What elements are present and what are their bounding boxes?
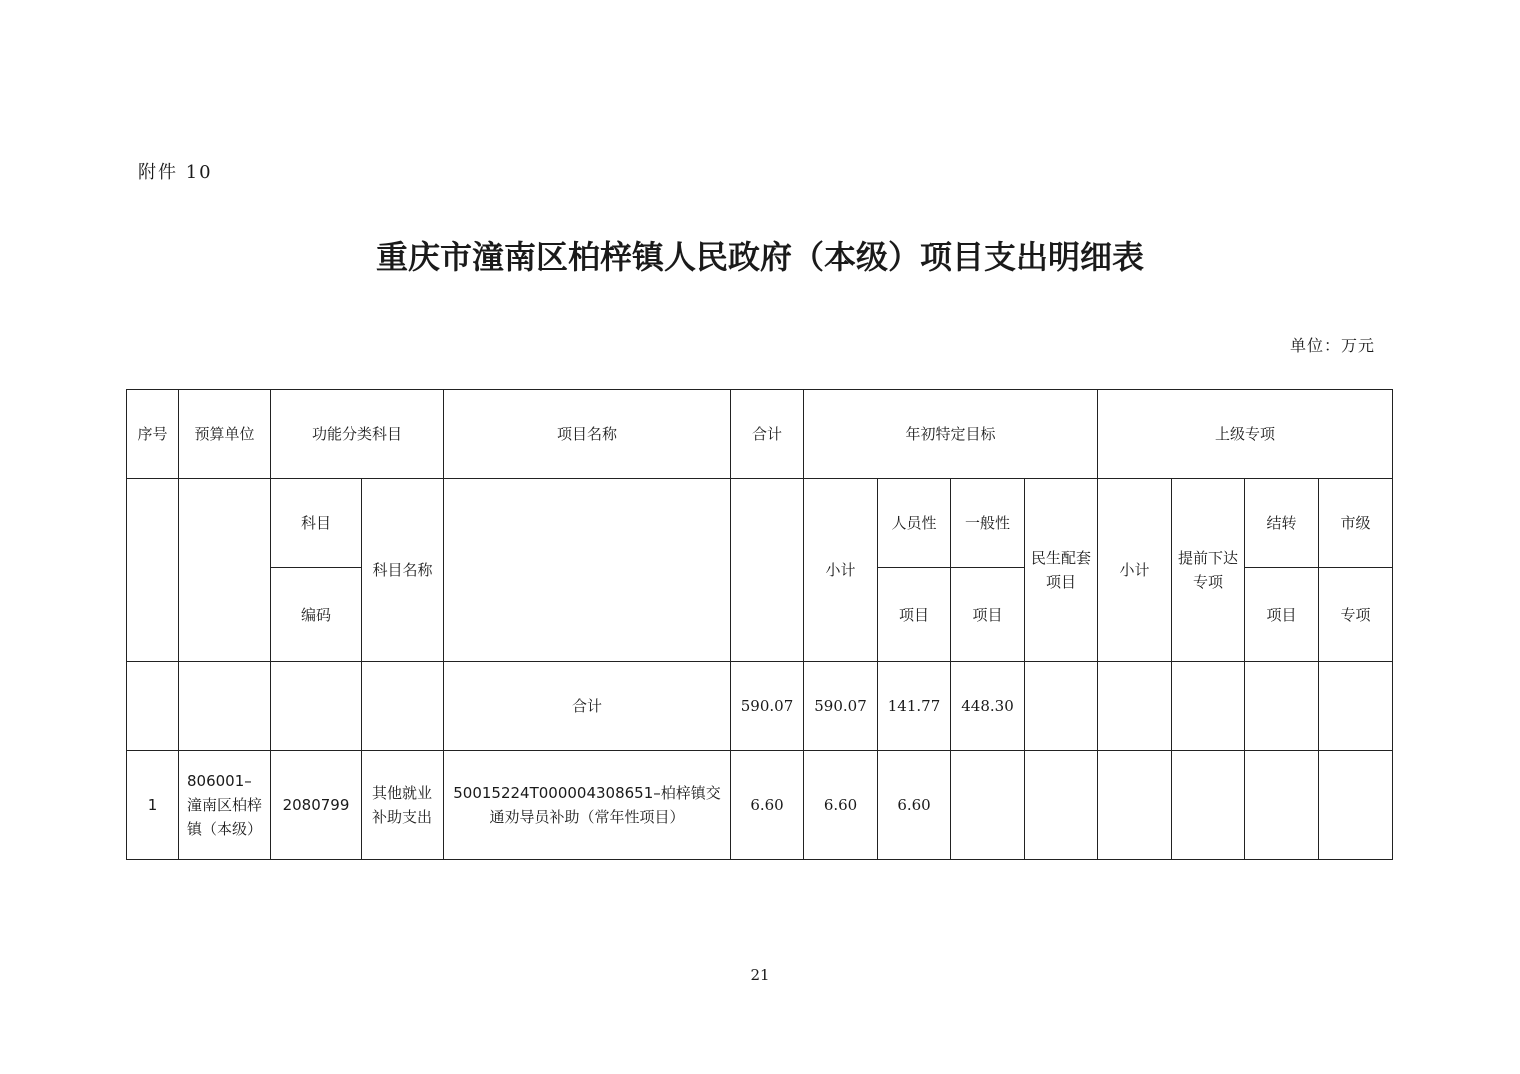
total-subtotal: 590.07 [804,662,878,751]
header-project-name: 项目名称 [444,390,731,479]
row-code: 2080799 [271,751,362,860]
header-empty-seq [127,479,179,662]
header-general: 一般性 [951,479,1025,568]
row-subject-name: 其他就业补助支出 [362,751,444,860]
header-advance: 提前下达专项 [1172,479,1245,662]
table-row [127,751,1393,860]
header-subject-name: 科目名称 [362,479,444,662]
attachment-label: 附件 10 [138,162,213,183]
header-personnel: 人员性 [878,479,951,568]
row-total: 6.60 [731,751,804,860]
header-empty-project [444,479,731,662]
header-municipal: 市级 [1319,479,1393,568]
header-total: 合计 [731,390,804,479]
header-superior-special: 上级专项 [1098,390,1393,479]
header-empty-total [731,479,804,662]
row-project-name: 50015224T000004308651–柏梓镇交通劝导员补助（常年性项目） [444,751,731,860]
header-code: 编码 [271,568,362,662]
header-row-2 [127,479,1393,568]
header-budget-unit: 预算单位 [179,390,271,479]
header-carryover-project: 项目 [1245,568,1319,662]
header-row-1 [127,390,1393,479]
header-year-start-target: 年初特定目标 [804,390,1098,479]
expenditure-table [126,389,1393,860]
row-unit: 806001–潼南区柏梓镇（本级） [179,751,271,860]
header-general-project: 项目 [951,568,1025,662]
total-personnel: 141.77 [878,662,951,751]
page-number: 21 [750,966,770,984]
page-title: 重庆市潼南区柏梓镇人民政府（本级）项目支出明细表 [375,238,1144,276]
total-label: 合计 [444,662,731,751]
header-livelihood: 民生配套项目 [1025,479,1098,662]
header-superior-subtotal: 小计 [1098,479,1172,662]
total-general: 448.30 [951,662,1025,751]
header-carryover: 结转 [1245,479,1319,568]
header-func-category: 功能分类科目 [271,390,444,479]
total-row [127,662,1393,751]
header-special: 专项 [1319,568,1393,662]
header-subject: 科目 [271,479,362,568]
row-subtotal: 6.60 [804,751,878,860]
row-seq: 1 [127,751,179,860]
header-empty-unit [179,479,271,662]
unit-label: 单位：万元 [1290,336,1376,355]
row-personnel: 6.60 [878,751,951,860]
header-subtotal: 小计 [804,479,878,662]
total-value: 590.07 [731,662,804,751]
header-personnel-project: 项目 [878,568,951,662]
header-seq: 序号 [127,390,179,479]
